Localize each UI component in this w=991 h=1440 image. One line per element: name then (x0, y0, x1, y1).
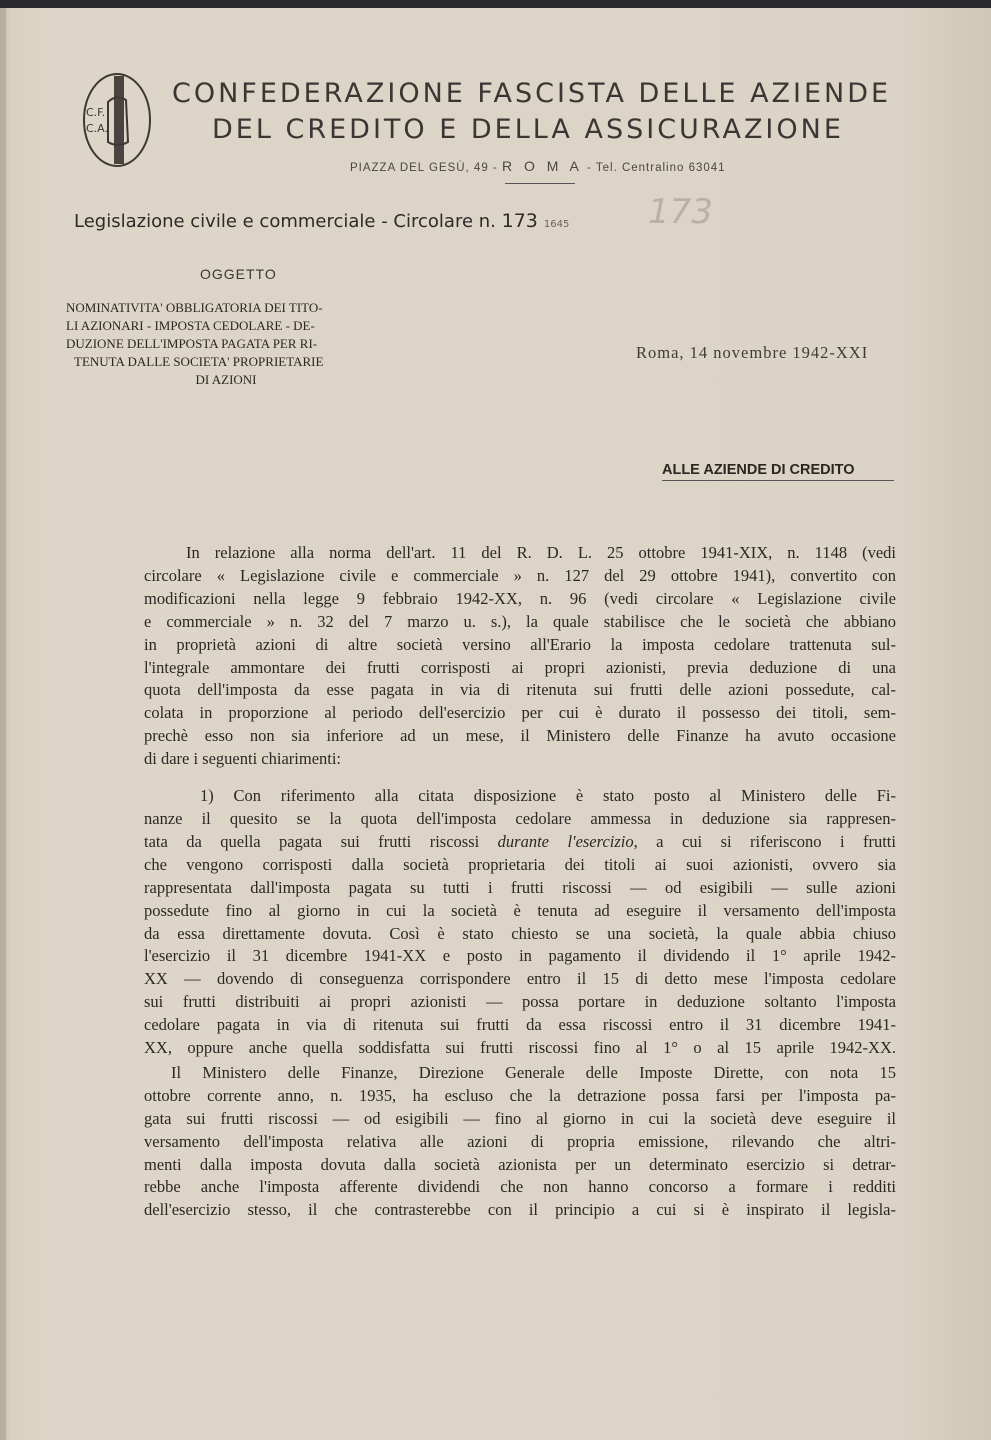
text-line (144, 831, 896, 854)
circular-reference (74, 210, 569, 232)
text-line: prechè esso non sia inferiore ad un mese, il Ministero delle Finanze ha avuto occasione (144, 726, 896, 746)
text-line: cedolare pagata in via di ritenuta sui frutti da essa riscossi entro il 31 dicembre 1941- (144, 1015, 896, 1035)
organization-name-line1: CONFEDERAZIONE FASCISTA DELLE AZIENDE (172, 78, 892, 109)
subject-label: OGGETTO (200, 266, 277, 282)
confederation-logo (82, 72, 152, 168)
letter-date: Roma, 14 novembre 1942-XXI (636, 343, 869, 362)
text-line: e commerciale » n. 32 del 7 marzo u. s.), la quale stabilisce che le società che abbiano (144, 611, 896, 631)
text-line: XX — dovendo di conseguenza corrispondere entro il 15 di detto mese l'imposta cedolare (144, 969, 896, 989)
text-line: gata sui frutti riscossi — od esigibili — fino al giorno in cui la società deve eseguire il (144, 1108, 896, 1128)
organization-address (350, 158, 726, 174)
subject-line: DUZIONE DELL'IMPOSTA PAGATA PER RI- (66, 336, 318, 351)
text-segment: , a cui si riferiscono i frutti (633, 831, 896, 851)
text-line: in proprietà azioni di altre società versino all'Erario la imposta cedolare trattenuta sul- (144, 634, 896, 654)
subject-line: LI AZIONARI - IMPOSTA CEDOLARE - DE- (66, 318, 315, 333)
text-line: possedute fino al giorno in cui la società è tenuta ad eseguire il versamento dell'imposta (144, 900, 896, 920)
paragraph-2 (144, 785, 896, 1060)
recipient: ALLE AZIENDE DI CREDITO (662, 462, 855, 478)
circular-stamp: 1645 (543, 219, 570, 230)
text-line: In relazione alla norma dell'art. 11 del R. D. L. 25 ottobre 1941-XIX, n. 1148 (vedi (186, 543, 896, 562)
text-line: rebbe anche l'imposta afferente dividendi che non hanno concorso a formare i redditi (144, 1177, 896, 1197)
subject-text (66, 299, 416, 389)
svg-text:C.F.: C.F. (86, 106, 106, 119)
paragraph-1 (144, 542, 896, 771)
emphasized-text: durante l'esercizio (497, 831, 634, 851)
address-city: R O M A (501, 158, 583, 174)
text-line: Il Ministero delle Finanze, Direzione Generale delle Imposte Dirette, con nota 15 (171, 1062, 896, 1082)
text-line: quota dell'imposta da esse pagata in via di ritenuta sui frutti delle azioni possedute, cal- (144, 680, 896, 700)
subject-line: NOMINATIVITA' OBBLIGATORIA DEI TITO- (66, 300, 323, 315)
text-line: l'integrale ammontare dei frutti corrisposti ai propri azionisti, previa deduzione di una (144, 657, 896, 677)
text-line: modificazioni nella legge 9 febbraio 1942-XX, n. 96 (vedi circolare « Legislazione civile (144, 588, 896, 608)
paragraph-3 (144, 1062, 896, 1222)
paragraph-spacing (144, 771, 896, 785)
text-line: dell'esercizio stesso, il che contrasterebbe con il principio a cui si è inspirato il legisla- (144, 1200, 896, 1220)
subject-line: DI AZIONI (195, 372, 257, 387)
text-line: ottobre corrente anno, n. 1935, ha escluso che la detrazione possa farsi per l'imposta pa- (144, 1085, 896, 1105)
text-line: versamento dell'imposta relativa alle azioni di propria emissione, rilevando che altri- (144, 1131, 896, 1151)
header-divider (505, 183, 575, 184)
text-line: menti dalla imposta dovuta dalla società azionista per un determinato esercizio si detrar- (144, 1154, 896, 1174)
address-phone: - Tel. Centralino 63041 (582, 162, 726, 174)
recipient-underline (662, 480, 894, 481)
subject-line: TENUTA DALLE SOCIETA' PROPRIETARIE (74, 354, 324, 369)
address-street: PIAZZA DEL GESÙ, 49 - (350, 162, 502, 174)
text-line: nanze il quesito se la quota dell'imposta cedolare ammessa in deduzione sia rappresen- (144, 808, 896, 828)
text-line: sui frutti distribuiti ai propri azionisti — possa portare in deduzione soltanto l'imposta (144, 992, 896, 1012)
circular-number: 173 (501, 210, 538, 232)
svg-text:C.A.: C.A. (86, 122, 109, 135)
binding-edge (0, 8, 6, 1440)
text-line: 1) Con riferimento alla citata disposizione è stato posto al Ministero delle Fi- (200, 786, 896, 806)
organization-name-line2: DEL CREDITO E DELLA ASSICURAZIONE (212, 114, 844, 145)
text-line: colata in proporzione al periodo dell'esercizio per cui è durato il possesso dei titoli, sem- (144, 703, 896, 723)
text-line: rappresentata dall'imposta pagata su tutti i frutti riscossi — od esigibili — sulle azioni (144, 877, 896, 897)
text-line: che vengono corrisposti dalla società proprietaria dei titoli ai suoi azionisti, ovvero sia (144, 854, 896, 874)
document-page (0, 8, 991, 1440)
text-segment: tata da quella pagata sui frutti riscossi (144, 831, 498, 851)
handwritten-number: 173 (648, 192, 713, 232)
letter-body (144, 542, 896, 1222)
text-line: l'esercizio il 31 dicembre 1941-XX e posto in pagamento il dividendo il 1° aprile 1942- (144, 946, 896, 966)
text-line: di dare i seguenti chiarimenti: (144, 749, 342, 769)
circular-label: Legislazione civile e commerciale - Circolare n. (74, 211, 496, 232)
text-line: XX, oppure anche quella soddisfatta sui frutti riscossi fino al 1° o al 15 aprile 1942-XX. (144, 1038, 896, 1058)
text-line: da essa direttamente dovuta. Così è stato chiesto se una società, la quale abbia chiuso (144, 923, 896, 943)
text-line: circolare « Legislazione civile e commerciale » n. 127 del 29 ottobre 1941), convertito con (144, 565, 896, 585)
